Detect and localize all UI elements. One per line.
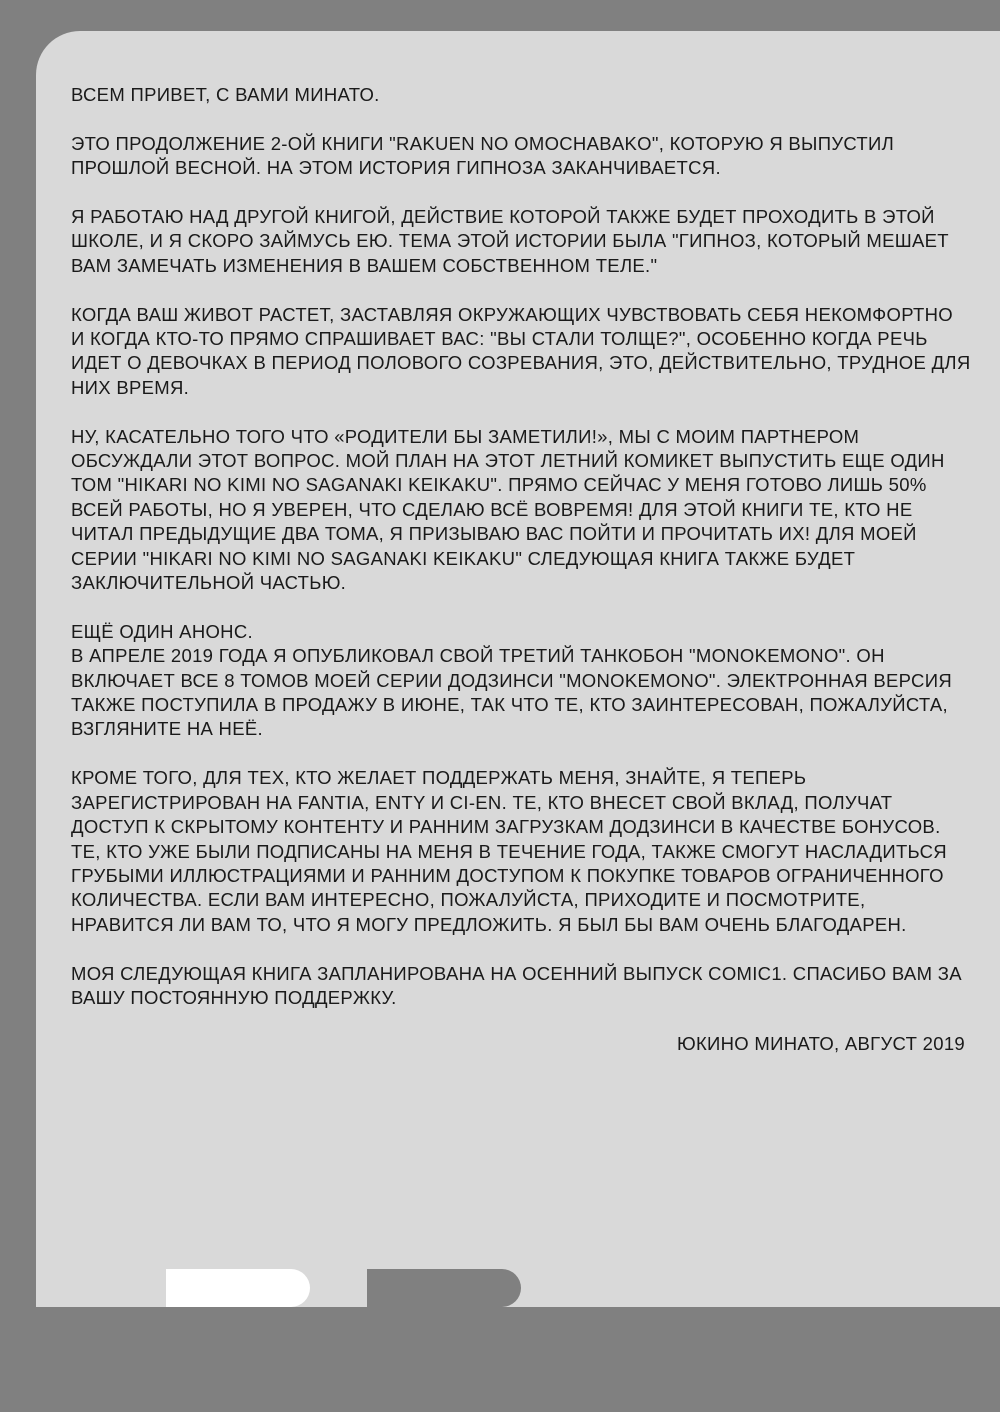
page-tab-dark <box>367 1269 521 1307</box>
paragraph-next-book: Я РАБОТАЮ НАД ДРУГОЙ КНИГОЙ, ДЕЙСТВИЕ КОТОРОЙ ТАКЖЕ БУДЕТ ПРОХОДИТЬ В ЭТОЙ ШКОЛЕ, И Я СКОРО ЗАЙМУСЬ ЕЮ. ТЕМА ЭТОЙ ИСТОРИИ БЫЛА "ГИПНОЗ, КОТОРЫЙ МЕШАЕТ ВАМ ЗАМЕЧАТЬ ИЗМЕНЕНИЯ В ВАШЕМ СОБСТВЕННОМ ТЕЛЕ." <box>71 206 949 276</box>
paragraph-closing: МОЯ СЛЕДУЮЩАЯ КНИГА ЗАПЛАНИРОВАНА НА ОСЕННИЙ ВЫПУСК COMIC1. СПАСИБО ВАМ ЗА ВАШУ ПОСТОЯННУЮ ПОДДЕРЖКУ. <box>71 962 962 1008</box>
paragraph-continuation: ЭТО ПРОДОЛЖЕНИЕ 2-ОЙ КНИГИ "RAKUEN NO OMOCHABAKO", КОТОРУЮ Я ВЫПУСТИЛ ПРОШЛОЙ ВЕСНОЙ. НА ЭТОМ ИСТОРИЯ ГИПНОЗА ЗАКАНЧИВАЕТСЯ. <box>71 132 895 179</box>
letter-sheet <box>36 31 1000 1307</box>
paragraph-support: КРОМЕ ТОГО, ДЛЯ ТЕХ, КТО ЖЕЛАЕТ ПОДДЕРЖАТЬ МЕНЯ, ЗНАЙТЕ, Я ТЕПЕРЬ ЗАРЕГИСТРИРОВАН НА FANTIA, ENTY И CI-EN. ТЕ, КТО ВНЕСЕТ СВОЙ ВКЛАД, ПОЛУЧАТ ДОСТУП К СКРЫТОМУ КОНТЕНТУ И РАННИМ ЗАГРУЗКАМ ДОДЗИНСИ В КАЧЕСТВЕ БОНУСОВ. ТЕ, КТО УЖЕ БЫЛИ ПОДПИСАНЫ НА МЕНЯ В ТЕЧЕНИЕ ГОДА, ТАКЖЕ СМОГУТ НАСЛАДИТЬСЯ ГРУБЫМИ ИЛЛЮСТРАЦИЯМИ И РАННИМ ДОСТУПОМ К ПОКУПКЕ ТОВАРОВ ОГРАНИЧЕННОГО КОЛИЧЕСТВА. ЕСЛИ ВАМ ИНТЕРЕСНО, ПОЖАЛУЙСТА, ПРИХОДИТЕ И ПОСМОТРИТЕ, НРАВИТСЯ ЛИ ВАМ ТО, ЧТО Я МОГУ ПРЕДЛОЖИТЬ. Я БЫЛ БЫ ВАМ ОЧЕНЬ БЛАГОДАРЕН. <box>71 767 947 935</box>
paragraph-announcement: ЕЩЁ ОДИН АНОНС. В АПРЕЛЕ 2019 ГОДА Я ОПУБЛИКОВАЛ СВОЙ ТРЕТИЙ ТАНКОБОН "MONOKEMONO". ОН ВКЛЮЧАЕТ ВСЕ 8 ТОМОВ МОЕЙ СЕРИИ ДОДЗИНСИ "MONOKEMONO". ЭЛЕКТРОННАЯ ВЕРСИЯ ТАКЖЕ ПОСТУПИЛА В ПРОДАЖУ В ИЮНЕ, ТАК ЧТО ТЕ, КТО ЗАИНТЕРЕСОВАН, ПОЖАЛУЙСТА, ВЗГЛЯНИТЕ НА НЕЁ. <box>71 620 952 740</box>
paragraph-theme: КОГДА ВАШ ЖИВОТ РАСТЕТ, ЗАСТАВЛЯЯ ОКРУЖАЮЩИХ ЧУВСТВОВАТЬ СЕБЯ НЕКОМФОРТНО И КОГДА КТО-ТО ПРЯМО СПРАШИВАЕТ ВАС: "ВЫ СТАЛИ ТОЛЩЕ?", ОСОБЕННО КОГДА РЕЧЬ ИДЕТ О ДЕВОЧКАХ В ПЕРИОД ПОЛОВОГО СОЗРЕВАНИЯ, ЭТО, ДЕЙСТВИТЕЛЬНО, ТРУДНОЕ ДЛЯ НИХ ВРЕМЯ. <box>71 303 971 398</box>
signature: ЮКИНО МИНАТО, АВГУСТ 2019 <box>676 1033 965 1054</box>
paragraph-parents: НУ, КАСАТЕЛЬНО ТОГО ЧТО «РОДИТЕЛИ БЫ ЗАМЕТИЛИ!», МЫ С МОИМ ПАРТНЕРОМ ОБСУЖДАЛИ ЭТОТ ВОПРОС. МОЙ ПЛАН НА ЭТОТ ЛЕТНИЙ КОМИКЕТ ВЫПУСТИТЬ ЕЩЕ ОДИН ТОМ "HIKARI NO KIMI NO SAGANAKI KEIKAKU". ПРЯМО СЕЙЧАС У МЕНЯ ГОТОВО ЛИШЬ 50% ВСЕЙ РАБОТЫ, НО Я УВЕРЕН, ЧТО СДЕЛАЮ ВСЁ ВОВРЕМЯ! ДЛЯ ЭТОЙ КНИГИ ТЕ, КТО НЕ ЧИТАЛ ПРЕДЫДУЩИЕ ДВА ТОМА, Я ПРИЗЫВАЮ ВАС ПОЙТИ И ПРОЧИТАТЬ ИХ! ДЛЯ МОЕЙ СЕРИИ "HIKARI NO KIMI NO SAGANAKI KEIKAKU" СЛЕДУЮЩАЯ КНИГА ТАКЖЕ БУДЕТ ЗАКЛЮЧИТЕЛЬНОЙ ЧАСТЬЮ. <box>71 425 945 594</box>
page-tab-light <box>166 1269 310 1307</box>
paragraph-greeting: ВСЕМ ПРИВЕТ, С ВАМИ МИНАТО. <box>71 84 380 105</box>
letter-body <box>71 83 971 1035</box>
